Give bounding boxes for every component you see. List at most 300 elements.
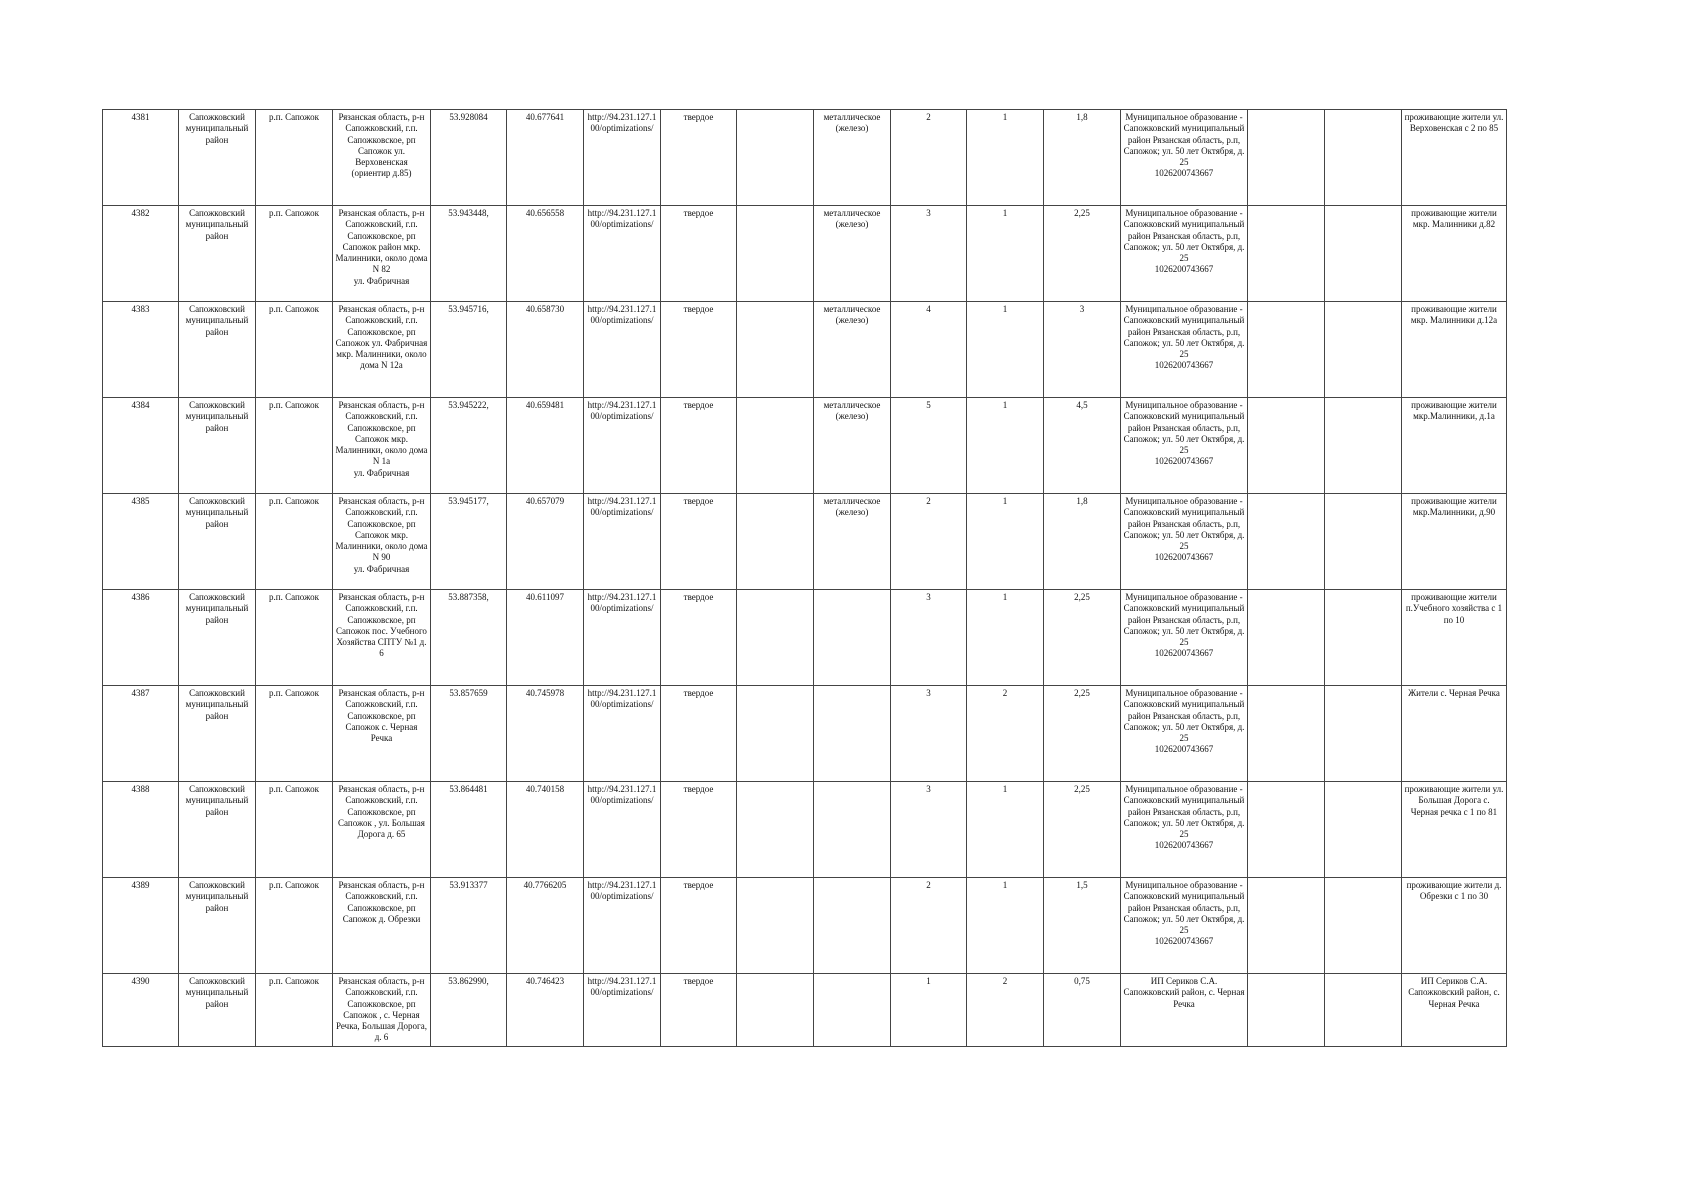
cell-text: 2,25 (1074, 784, 1090, 794)
cell-text: 1 (1002, 880, 1008, 890)
cell-text: 4389 (131, 880, 150, 890)
empty-cell (1248, 686, 1325, 782)
address-cell (333, 878, 431, 974)
cell-text: проживающие жители мкр.Малинники, д.1а (1411, 400, 1497, 422)
cell-text: 2 (926, 112, 931, 122)
empty-cell (1248, 590, 1325, 686)
empty-cell (737, 590, 814, 686)
planned-count-cell (967, 110, 1044, 206)
address-cell (333, 494, 431, 590)
cell-text: 53.862990, (448, 976, 489, 986)
cell-text: проживающие жители мкр.Малинники, д.90 (1411, 496, 1497, 518)
latitude-cell (431, 110, 507, 206)
empty-cell (737, 974, 814, 1047)
cell-text: 4385 (131, 496, 150, 506)
map-link-cell (584, 974, 661, 1047)
empty-cell (1248, 494, 1325, 590)
served-residents-cell (1402, 302, 1507, 398)
record-id-cell (103, 974, 179, 1047)
cell-text: р.п. Сапожок (269, 880, 319, 890)
volume-cell (1044, 782, 1121, 878)
longitude-cell (507, 302, 584, 398)
cell-text: 40.677641 (525, 112, 565, 122)
cell-text: р.п. Сапожок (269, 976, 319, 986)
empty-cell (1248, 782, 1325, 878)
surface-type-cell (661, 590, 737, 686)
cell-text: 40.656558 (525, 208, 565, 218)
cell-text: 1 (1002, 784, 1008, 794)
cell-text: 3 (926, 688, 931, 698)
cell-text[interactable]: http://94.231.127.100/optimizations/ (587, 112, 657, 134)
empty-cell (1248, 110, 1325, 206)
cell-text[interactable]: http://94.231.127.100/optimizations/ (587, 592, 657, 614)
latitude-cell (431, 302, 507, 398)
longitude-cell (507, 686, 584, 782)
volume-cell (1044, 494, 1121, 590)
container-material-cell (814, 590, 891, 686)
cell-text: 40.659481 (525, 400, 565, 410)
cell-text: 1 (1002, 304, 1008, 314)
record-id-cell (103, 590, 179, 686)
container-count-cell (891, 398, 967, 494)
table-row (103, 302, 1507, 398)
container-count-cell (891, 974, 967, 1047)
cell-text: Рязанская область, р-н Сапожковский, г.п. Сапожковское, рп Сапожок район мкр. Малинники, около дома N 82 ул. Фабричная (335, 208, 428, 286)
cell-text: Рязанская область, р-н Сапожковский, г.п. Сапожковское, рп Сапожок , с. Черная Речка, Большая Дорога, д. 6 (336, 976, 427, 1043)
served-residents-cell (1402, 110, 1507, 206)
cell-text: проживающие жители мкр. Малинники д.12а (1410, 304, 1498, 326)
settlement-cell (256, 686, 333, 782)
cell-text[interactable]: http://94.231.127.100/optimizations/ (587, 688, 657, 710)
cell-text: 53.945177, (448, 496, 489, 506)
cell-text: Сапожковский муниципальный район (185, 592, 249, 625)
empty-cell (737, 110, 814, 206)
record-id-cell (103, 782, 179, 878)
cell-text[interactable]: http://94.231.127.100/optimizations/ (587, 208, 657, 230)
cell-text: Сапожковский муниципальный район (185, 112, 249, 145)
address-cell (333, 206, 431, 302)
record-id-cell (103, 302, 179, 398)
container-material-cell (814, 206, 891, 302)
cell-text: 3 (926, 208, 931, 218)
cell-text: Рязанская область, р-н Сапожковский, г.п. Сапожковское, рп Сапожок ул. Фабричная мкр. Малинники, около дома N 12а (335, 304, 428, 371)
container-material-cell (814, 494, 891, 590)
cell-text: Муниципальное образование - Сапожковский муниципальный район Рязанская область, р.п, Сапожок; ул. 50 лет Октября, д. 25 1026200743667 (1123, 400, 1245, 467)
cell-text: Рязанская область, р-н Сапожковский, г.п. Сапожковское, рп Сапожок мкр. Малинники, около дома N 90 ул. Фабричная (335, 496, 428, 574)
cell-text: твердое (683, 784, 714, 794)
cell-text: р.п. Сапожок (269, 304, 319, 314)
empty-cell (1325, 782, 1402, 878)
address-cell (333, 590, 431, 686)
empty-cell (1325, 590, 1402, 686)
cell-text: р.п. Сапожок (269, 784, 319, 794)
map-link-cell (584, 398, 661, 494)
latitude-cell (431, 398, 507, 494)
longitude-cell (507, 590, 584, 686)
cell-text[interactable]: http://94.231.127.100/optimizations/ (587, 784, 657, 806)
planned-count-cell (967, 974, 1044, 1047)
longitude-cell (507, 494, 584, 590)
table-row (103, 878, 1507, 974)
container-material-cell (814, 974, 891, 1047)
served-residents-cell (1402, 686, 1507, 782)
record-id-cell (103, 398, 179, 494)
map-link-cell (584, 110, 661, 206)
cell-text: 4390 (131, 976, 150, 986)
cell-text: 3 (926, 592, 931, 602)
cell-text: Муниципальное образование - Сапожковский муниципальный район Рязанская область, р.п, Сапожок; ул. 50 лет Октября, д. 25 1026200743667 (1123, 112, 1245, 179)
cell-text: 1 (1002, 592, 1008, 602)
cell-text: Рязанская область, р-н Сапожковский, г.п. Сапожковское, рп Сапожок с. Черная Речка (338, 688, 425, 744)
cell-text: Муниципальное образование - Сапожковский муниципальный район Рязанская область, р.п, Сапожок; ул. 50 лет Октября, д. 25 1026200743667 (1123, 688, 1245, 755)
cell-text: 40.658730 (525, 304, 565, 314)
cell-text: 1 (926, 976, 931, 986)
cell-text: 4382 (131, 208, 150, 218)
container-material-cell (814, 686, 891, 782)
cell-text: Муниципальное образование - Сапожковский муниципальный район Рязанская область, р.п, Сапожок; ул. 50 лет Октября, д. 25 1026200743667 (1123, 880, 1245, 947)
empty-cell (1325, 398, 1402, 494)
cell-text: Сапожковский муниципальный район (185, 304, 249, 337)
table-row (103, 782, 1507, 878)
cell-text: 53.887358, (448, 592, 489, 602)
owner-cell (1121, 590, 1248, 686)
cell-text: проживающие жители ул. Большая Дорога с. Черная речка с 1 по 81 (1404, 784, 1504, 817)
cell-text: 53.928084 (449, 112, 488, 122)
volume-cell (1044, 206, 1121, 302)
latitude-cell (431, 974, 507, 1047)
surface-type-cell (661, 110, 737, 206)
cell-text[interactable]: http://94.231.127.100/optimizations/ (587, 400, 657, 422)
owner-cell (1121, 494, 1248, 590)
cell-text: 40.745978 (525, 688, 565, 698)
latitude-cell (431, 206, 507, 302)
cell-text: 2,25 (1074, 208, 1090, 218)
container-material-cell (814, 110, 891, 206)
cell-text: Сапожковский муниципальный район (185, 688, 249, 721)
cell-text: р.п. Сапожок (269, 496, 319, 506)
surface-type-cell (661, 302, 737, 398)
cell-text: р.п. Сапожок (269, 400, 319, 410)
cell-text: 4387 (131, 688, 150, 698)
table-row (103, 206, 1507, 302)
cell-text: Муниципальное образование - Сапожковский муниципальный район Рязанская область, р.п, Сапожок; ул. 50 лет Октября, д. 25 1026200743667 (1123, 784, 1245, 851)
cell-text: твердое (683, 592, 714, 602)
longitude-cell (507, 206, 584, 302)
cell-text: 53.857659 (449, 688, 488, 698)
cell-text[interactable]: http://94.231.127.100/optimizations/ (587, 880, 657, 902)
cell-text[interactable]: http://94.231.127.100/optimizations/ (587, 976, 657, 998)
owner-cell (1121, 974, 1248, 1047)
cell-text: 1 (1002, 208, 1008, 218)
cell-text: металлическое (железо) (823, 400, 881, 422)
district-cell (179, 494, 256, 590)
cell-text: металлическое (железо) (823, 208, 881, 230)
cell-text: 2 (926, 880, 931, 890)
volume-cell (1044, 398, 1121, 494)
map-link-cell (584, 206, 661, 302)
container-count-cell (891, 782, 967, 878)
cell-text: 2,25 (1074, 688, 1090, 698)
empty-cell (1248, 878, 1325, 974)
empty-cell (737, 782, 814, 878)
settlement-cell (256, 110, 333, 206)
cell-text: ИП Сериков С.А. Сапожковский район, с. Черная Речка (1408, 976, 1500, 1009)
record-id-cell (103, 494, 179, 590)
empty-cell (737, 398, 814, 494)
planned-count-cell (967, 686, 1044, 782)
cell-text: 40.746423 (525, 976, 565, 986)
map-link-cell (584, 878, 661, 974)
volume-cell (1044, 878, 1121, 974)
map-link-cell (584, 494, 661, 590)
cell-text: 53.945222, (448, 400, 489, 410)
served-residents-cell (1402, 590, 1507, 686)
cell-text: Жители с. Черная Речка (1408, 688, 1500, 698)
cell-text: 1,5 (1076, 880, 1088, 890)
cell-text: Рязанская область, р-н Сапожковский, г.п. Сапожковское, рп Сапожок , ул. Большая Дорога д. 65 (338, 784, 425, 840)
cell-text: металлическое (железо) (823, 112, 881, 134)
cell-text: Сапожковский муниципальный район (185, 208, 249, 241)
cell-text: р.п. Сапожок (269, 688, 319, 698)
map-link-cell (584, 590, 661, 686)
cell-text: 1 (1002, 112, 1008, 122)
volume-cell (1044, 302, 1121, 398)
cell-text: Сапожковский муниципальный район (185, 400, 249, 433)
cell-text: Сапожковский муниципальный район (185, 880, 249, 913)
cell-text: 40.657079 (525, 496, 565, 506)
cell-text: Рязанская область, р-н Сапожковский, г.п. Сапожковское, рп Сапожок ул. Верховенская (ориентир д.85) (338, 112, 425, 179)
record-id-cell (103, 878, 179, 974)
cell-text: 4388 (131, 784, 150, 794)
empty-cell (1325, 206, 1402, 302)
district-cell (179, 302, 256, 398)
cell-text: 1,8 (1076, 496, 1088, 506)
planned-count-cell (967, 494, 1044, 590)
cell-text: проживающие жители п.Учебного хозяйства с 1 по 10 (1405, 592, 1503, 625)
cell-text: 5 (926, 400, 931, 410)
cell-text: проживающие жители д. Обрезки с 1 по 30 (1406, 880, 1502, 902)
cell-text: 2 (1002, 976, 1008, 986)
owner-cell (1121, 782, 1248, 878)
container-count-cell (891, 878, 967, 974)
empty-cell (737, 206, 814, 302)
cell-text: 40.611097 (526, 592, 564, 602)
served-residents-cell (1402, 782, 1507, 878)
cell-text: Сапожковский муниципальный район (185, 496, 249, 529)
address-cell (333, 974, 431, 1047)
empty-cell (1248, 302, 1325, 398)
cell-text: 4 (926, 304, 931, 314)
cell-text: металлическое (железо) (823, 304, 881, 326)
map-link-cell (584, 782, 661, 878)
cell-text: проживающие жители ул. Верховенская с 2 по 85 (1404, 112, 1504, 134)
empty-cell (1325, 110, 1402, 206)
map-link-cell (584, 686, 661, 782)
cell-text: металлическое (железо) (823, 496, 881, 518)
latitude-cell (431, 686, 507, 782)
planned-count-cell (967, 206, 1044, 302)
served-residents-cell (1402, 974, 1507, 1047)
latitude-cell (431, 878, 507, 974)
settlement-cell (256, 878, 333, 974)
settlement-cell (256, 974, 333, 1047)
latitude-cell (431, 590, 507, 686)
record-id-cell (103, 206, 179, 302)
served-residents-cell (1402, 494, 1507, 590)
table-row (103, 398, 1507, 494)
latitude-cell (431, 782, 507, 878)
cell-text: Рязанская область, р-н Сапожковский, г.п. Сапожковское, рп Сапожок д. Обрезки (338, 880, 425, 924)
district-cell (179, 110, 256, 206)
cell-text: 53.864481 (449, 784, 488, 794)
settlement-cell (256, 302, 333, 398)
container-count-cell (891, 494, 967, 590)
district-cell (179, 686, 256, 782)
cell-text: Рязанская область, р-н Сапожковский, г.п. Сапожковское, рп Сапожок мкр. Малинники, около дома N 1а ул. Фабричная (335, 400, 428, 478)
container-count-cell (891, 590, 967, 686)
table-row (103, 974, 1507, 1047)
settlement-cell (256, 398, 333, 494)
table-body (103, 110, 1507, 1047)
map-link-cell (584, 302, 661, 398)
cell-text: проживающие жители мкр. Малинники д.82 (1411, 208, 1497, 230)
address-cell (333, 782, 431, 878)
longitude-cell (507, 398, 584, 494)
cell-text: 40.740158 (525, 784, 565, 794)
planned-count-cell (967, 590, 1044, 686)
surface-type-cell (661, 206, 737, 302)
empty-cell (1248, 206, 1325, 302)
cell-text: 3 (1079, 304, 1085, 314)
settlement-cell (256, 782, 333, 878)
cell-text: твердое (683, 976, 714, 986)
cell-text: Муниципальное образование - Сапожковский муниципальный район Рязанская область, р.п, Сапожок; ул. 50 лет Октября, д. 25 1026200743667 (1123, 208, 1245, 275)
empty-cell (1248, 974, 1325, 1047)
cell-text: 2 (1002, 688, 1008, 698)
cell-text: 0,75 (1074, 976, 1090, 986)
empty-cell (737, 302, 814, 398)
cell-text: Муниципальное образование - Сапожковский муниципальный район Рязанская область, р.п, Сапожок; ул. 50 лет Октября, д. 25 1026200743667 (1123, 592, 1245, 659)
served-residents-cell (1402, 398, 1507, 494)
district-cell (179, 878, 256, 974)
district-cell (179, 782, 256, 878)
cell-text: 4381 (131, 112, 150, 122)
cell-text: 3 (926, 784, 931, 794)
cell-text: 1 (1002, 496, 1008, 506)
empty-cell (737, 686, 814, 782)
cell-text: твердое (683, 496, 714, 506)
settlement-cell (256, 590, 333, 686)
cell-text: Сапожковский муниципальный район (185, 976, 249, 1009)
planned-count-cell (967, 782, 1044, 878)
settlement-cell (256, 206, 333, 302)
table-row (103, 590, 1507, 686)
volume-cell (1044, 974, 1121, 1047)
latitude-cell (431, 494, 507, 590)
cell-text: 4386 (131, 592, 150, 602)
planned-count-cell (967, 878, 1044, 974)
district-cell (179, 590, 256, 686)
longitude-cell (507, 782, 584, 878)
served-residents-cell (1402, 206, 1507, 302)
record-id-cell (103, 110, 179, 206)
cell-text: твердое (683, 112, 714, 122)
empty-cell (737, 878, 814, 974)
owner-cell (1121, 206, 1248, 302)
cell-text: р.п. Сапожок (269, 208, 319, 218)
container-count-cell (891, 206, 967, 302)
cell-text: 2,25 (1074, 592, 1090, 602)
surface-type-cell (661, 782, 737, 878)
longitude-cell (507, 878, 584, 974)
volume-cell (1044, 686, 1121, 782)
district-cell (179, 206, 256, 302)
cell-text: 1,8 (1076, 112, 1088, 122)
planned-count-cell (967, 398, 1044, 494)
owner-cell (1121, 110, 1248, 206)
owner-cell (1121, 398, 1248, 494)
address-cell (333, 398, 431, 494)
district-cell (179, 398, 256, 494)
surface-type-cell (661, 974, 737, 1047)
cell-text[interactable]: http://94.231.127.100/optimizations/ (587, 496, 657, 518)
longitude-cell (507, 110, 584, 206)
owner-cell (1121, 878, 1248, 974)
container-count-cell (891, 110, 967, 206)
cell-text: 4384 (131, 400, 150, 410)
volume-cell (1044, 590, 1121, 686)
cell-text: Муниципальное образование - Сапожковский муниципальный район Рязанская область, р.п, Сапожок; ул. 50 лет Октября, д. 25 1026200743667 (1123, 304, 1245, 371)
cell-text: твердое (683, 208, 714, 218)
district-cell (179, 974, 256, 1047)
cell-text: твердое (683, 688, 714, 698)
table-row (103, 110, 1507, 206)
cell-text: 2 (926, 496, 931, 506)
empty-cell (737, 494, 814, 590)
cell-text: Муниципальное образование - Сапожковский муниципальный район Рязанская область, р.п, Сапожок; ул. 50 лет Октября, д. 25 1026200743667 (1123, 496, 1245, 563)
cell-text: ИП Сериков С.А. Сапожковский район, с. Черная Речка (1123, 976, 1245, 1009)
table-row (103, 686, 1507, 782)
volume-cell (1044, 110, 1121, 206)
settlement-cell (256, 494, 333, 590)
container-count-cell (891, 686, 967, 782)
cell-text: 40.7766205 (523, 880, 567, 890)
empty-cell (1325, 974, 1402, 1047)
owner-cell (1121, 686, 1248, 782)
container-material-cell (814, 302, 891, 398)
surface-type-cell (661, 494, 737, 590)
surface-type-cell (661, 686, 737, 782)
cell-text: твердое (683, 880, 714, 890)
address-cell (333, 302, 431, 398)
container-material-cell (814, 878, 891, 974)
cell-text: 53.943448, (448, 208, 489, 218)
cell-text: 4,5 (1076, 400, 1088, 410)
cell-text[interactable]: http://94.231.127.100/optimizations/ (587, 304, 657, 326)
container-material-cell (814, 782, 891, 878)
longitude-cell (507, 974, 584, 1047)
planned-count-cell (967, 302, 1044, 398)
surface-type-cell (661, 878, 737, 974)
cell-text: 1 (1002, 400, 1008, 410)
address-cell (333, 686, 431, 782)
container-count-cell (891, 302, 967, 398)
owner-cell (1121, 302, 1248, 398)
registry-table (102, 109, 1507, 1047)
cell-text: твердое (683, 304, 714, 314)
cell-text: р.п. Сапожок (269, 112, 319, 122)
empty-cell (1248, 398, 1325, 494)
